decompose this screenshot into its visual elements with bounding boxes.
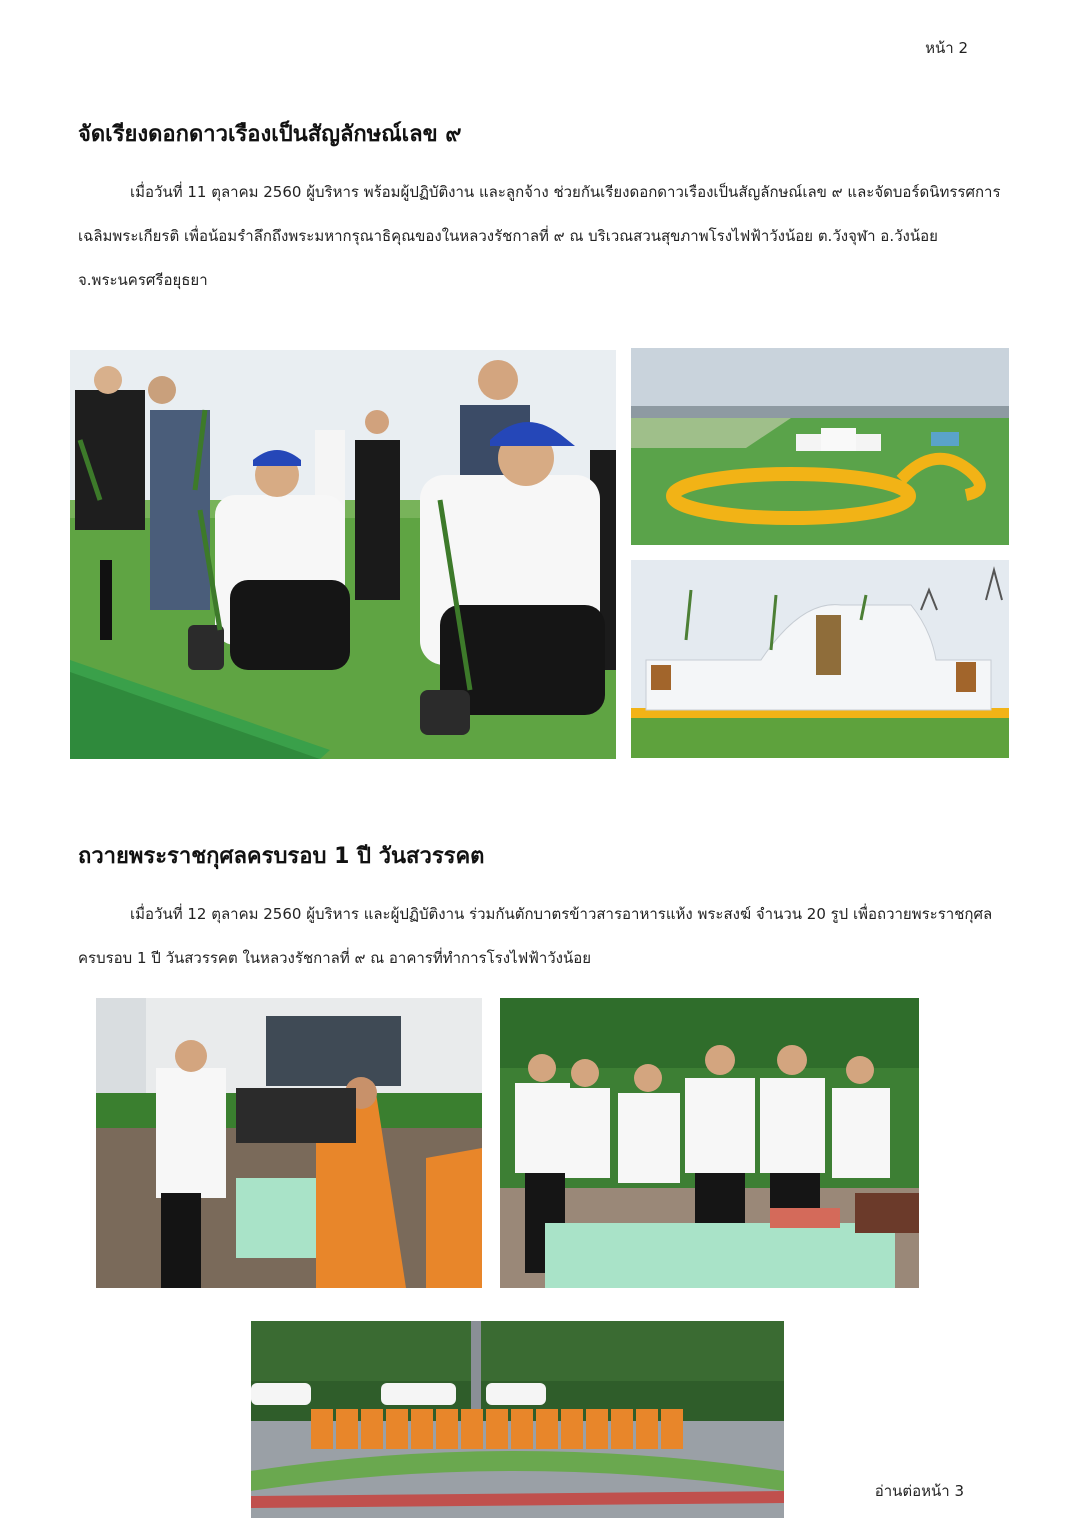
photo-monks-seated (251, 1321, 784, 1518)
continue-next-page: อ่านต่อหน้า 3 (874, 1482, 964, 1500)
photo-group-executives (500, 998, 919, 1288)
section1-title: จัดเรียงดอกดาวเรืองเป็นสัญลักษณ์เลข ๙ (78, 122, 462, 147)
photo-exhibition-board (631, 560, 1009, 758)
section1-paragraph (78, 170, 1013, 302)
section2-title: ถวายพระราชกุศลครบรอบ 1 ปี วันสวรรคต (78, 844, 485, 869)
page-number: หน้า 2 (925, 39, 968, 57)
section1-body: เมื่อวันที่ 11 ตุลาคม 2560 ผู้บริหาร พร้อมผู้ปฏิบัติงาน และลูกจ้าง ช่วยกันเรียงดอกดาวเรืองเป็นสัญลักษณ์เลข ๙ และจัดบอร์ดนิทรรศการเฉลิมพระเกียรติ เพื่อน้อมรำลึกถึงพระมหากรุณาธิคุณของในหลวงรัชกาลที่ ๙ ณ บริเวณสวนสุขภาพโรงไฟฟ้าวังน้อย ต.วังจุฬา อ.วังน้อย จ.พระนครศรีอยุธยา (78, 183, 1001, 289)
photo-alms-giving (96, 998, 482, 1288)
photo-marigold-number-nine (631, 348, 1009, 545)
section2-body: เมื่อวันที่ 12 ตุลาคม 2560 ผู้บริหาร และผู้ปฏิบัติงาน ร่วมกันตักบาตรข้าวสารอาหารแห้ง พระสงฆ์ จำนวน 20 รูป เพื่อถวายพระราชกุศล ครบรอบ 1 ปี วันสวรรคต ในหลวงรัชกาลที่ ๙ ณ อาคารที่ทำการโรงไฟฟ้าวังน้อย (78, 905, 993, 967)
section2-paragraph (78, 892, 1013, 980)
photo-planting-marigolds (70, 350, 616, 759)
